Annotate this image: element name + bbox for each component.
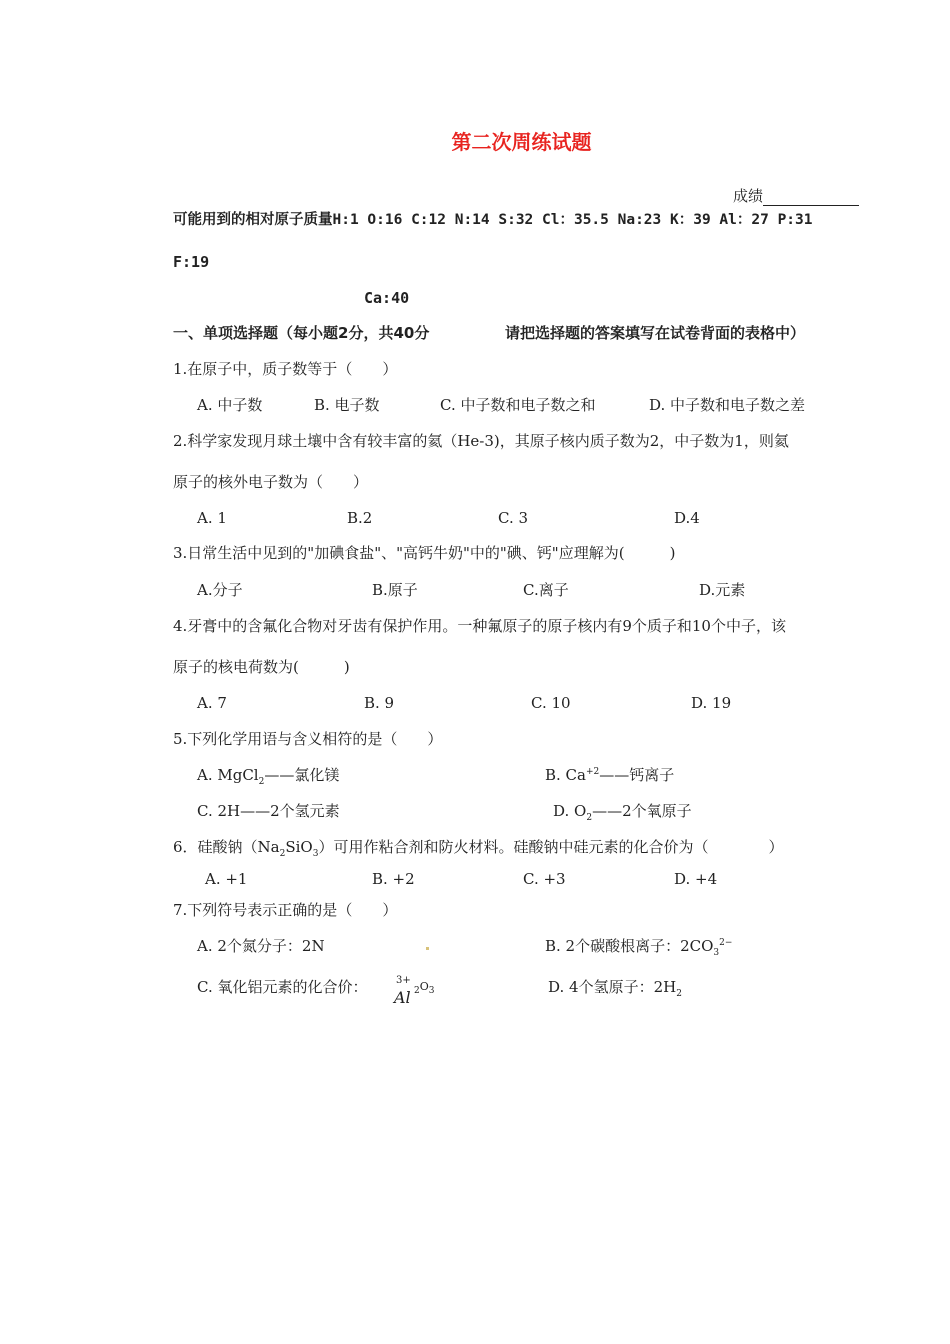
- section1-heading: 一、单项选择题（每小题2分，共40分: [173, 324, 430, 342]
- q5-option-a: A. MgCl$_2$——氯化镁: [197, 766, 340, 787]
- q5-stem: 5.下列化学用语与含义相符的是（ ）: [173, 730, 443, 748]
- q1-stem: 1.在原子中，质子数等于（ ）: [173, 360, 398, 378]
- q1-option-a: A. 中子数: [197, 396, 263, 414]
- q2-option-b: B.2: [347, 509, 373, 527]
- q4-option-d: D. 19: [691, 694, 732, 712]
- q2-stem-line1: 2.科学家发现月球土壤中含有较丰富的氦（He-3)，其原子核内质子数为2，中子数为1，则氦: [173, 432, 789, 450]
- q7-stem: 7.下列符号表示正确的是（ ）: [173, 901, 398, 919]
- q4-stem-line2: 原子的核电荷数为( ): [173, 658, 350, 676]
- q6-stem: 6．硅酸钠$(Na_2SiO_3)$可用作粘合剂和防火材料。硅酸钠中硅元素的化合价为（ ）: [173, 838, 784, 859]
- q2-option-c: C. 3: [498, 509, 529, 527]
- q7-option-c: C. 氧化铝元素的化合价：: [197, 978, 368, 996]
- q2-option-a: A. 1: [197, 509, 227, 527]
- q1-option-c: C. 中子数和电子数之和: [440, 396, 596, 414]
- score-label: 成绩: [733, 187, 764, 205]
- q2-option-d: D.4: [674, 509, 700, 527]
- stray-mark: [426, 947, 429, 950]
- q3-option-b: B.原子: [372, 581, 418, 599]
- q6-option-c: C. +3: [523, 870, 566, 888]
- q4-option-b: B. 9: [364, 694, 395, 712]
- q7-option-a: A. 2个氮分子：2N: [197, 937, 325, 955]
- q3-option-d: D.元素: [699, 581, 746, 599]
- q3-option-a: A.分子: [197, 581, 243, 599]
- q4-option-a: A. 7: [197, 694, 227, 712]
- q1-option-b: B. 电子数: [314, 396, 380, 414]
- q6-option-b: B. +2: [372, 870, 415, 888]
- q5-option-c: C. 2H——2个氢元素: [197, 802, 340, 820]
- page-title: 第二次周练试题: [451, 130, 592, 154]
- q6-option-a: A. +1: [205, 870, 248, 888]
- score-field: [733, 186, 859, 206]
- q4-stem-line1: 4.牙膏中的含氟化合物对牙齿有保护作用。一种氟原子的原子核内有9个质子和10个中子，该: [173, 617, 786, 635]
- q1-option-d: D. 中子数和电子数之差: [649, 396, 806, 414]
- q7-c-formula: $_2O_3$: [414, 980, 435, 997]
- q2-stem-line2: 原子的核外电子数为（ ）: [173, 473, 369, 491]
- q4-option-c: C. 10: [531, 694, 571, 712]
- q7-option-d: D. 4个氢原子：$2H_2$: [548, 978, 682, 999]
- atomic-masses-line3: Ca:40: [364, 289, 410, 307]
- q3-option-c: C.离子: [523, 581, 569, 599]
- atomic-masses-line2: F:19: [173, 253, 210, 271]
- q5-option-d: D. $O_2——2$个氧原子: [553, 802, 692, 823]
- score-blank: [763, 189, 859, 206]
- q6-option-d: D. +4: [674, 870, 718, 888]
- q7-c-symbol: Al: [394, 988, 411, 1007]
- section1-instruction: 请把选择题的答案填写在试卷背面的表格中）: [505, 324, 806, 342]
- atomic-masses-line1: 可能用到的相对原子质量H:1 O:16 C:12 N:14 S:32 Cl：35.5 Na:23 K：39 Al：27 P:31: [173, 212, 813, 228]
- q7-c-charge: 3+: [396, 975, 411, 986]
- q7-option-b: B. 2个碳酸根离子：$2CO_3^{2-}$: [545, 937, 733, 958]
- q3-stem: 3.日常生活中见到的"加碘食盐"、"高钙牛奶"中的"碘、钙"应理解为( ): [173, 544, 676, 562]
- q5-option-b: B. $Ca^{+2}——$钙离子: [545, 766, 675, 784]
